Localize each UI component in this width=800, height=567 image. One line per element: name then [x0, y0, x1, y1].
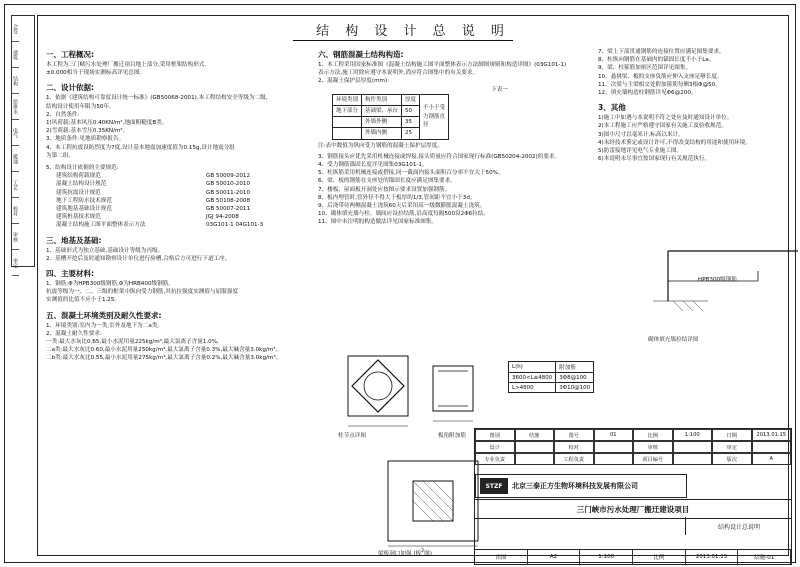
table-note: 下表一 [491, 86, 508, 93]
other-title: 3、其他 [598, 103, 626, 113]
section-5-title: 五、混凝土环境类别及耐久性要求: [46, 310, 162, 320]
section-2-line: 结构设计使用年限为50年。 [46, 103, 115, 110]
title-block-cell: A2 [528, 550, 581, 564]
code-row: 建筑桩基技术规范 JGJ 94-2008 [56, 214, 239, 221]
code-row: 建筑抗震设计规范 GB 50011-2010 [56, 189, 250, 196]
section-6-line: 表示方法,施工时除应遵守本说明外,尚应符合图集中的有关要求。 [318, 70, 479, 77]
other-rule: 4)未经技术鉴定或设计许可,不得改变结构的用途和使用环境。 [598, 139, 751, 146]
title-block-cell [594, 453, 634, 465]
binding-cell: 审核 [12, 224, 19, 250]
construction-rule: 10、砌体填充墙与柱、墙间应设拉结筋,沿高度每隔500设2Φ6拉结。 [318, 211, 489, 218]
right-rule: 11、次梁与主梁相交处附加箍筋每侧3根Φ@50。 [598, 81, 721, 88]
section-4-title: 四、主要材料: [46, 269, 94, 279]
sheet-title: 结 构 设 计 总 说 明 [316, 24, 510, 39]
right-rules [598, 48, 800, 97]
title-block-cell [673, 441, 713, 453]
section-5-line: 一类:最大水灰比0.65,最小水泥用量225kg/m³,最大氯离子含量1.0%, [46, 339, 219, 346]
construction-rule: 3、钢筋接头应优先采用机械连接或焊接,接头质量应符合国家现行标准(GB50204-2002)的要求。 [318, 153, 561, 160]
code-row: 地下工程防水技术规范 GB 50108-2008 [56, 197, 250, 204]
binding-cell: 给排水 [12, 94, 19, 120]
section-5-line: 二a类:最大水灰比0.60,最小水泥用量250kg/m³,最大氯离子含量0.3%,最大碱含量3.0kg/m³。 [46, 347, 282, 354]
title-block-cell: 专业负责 [475, 453, 515, 465]
section-6-title: 六、钢筋混凝土结构构造: [318, 50, 404, 59]
title-block-cell: 图号 [554, 429, 594, 441]
section-5-line: 二b类:最大水灰比0.55,最小水泥用量275kg/m³,最大氯离子含量0.2%,最大碱含量3.0kg/m³。 [46, 355, 282, 362]
title-block-cell [752, 441, 792, 453]
other-rule: 6)本说明未尽事宜按国家现行有关规范执行。 [598, 156, 711, 163]
title-block-cell: 日期 [712, 429, 752, 441]
code-row: 混凝土结构施工图平面整体表示方法 03G101-1 04G101-3 [56, 222, 264, 229]
codes-intro: 5、结构设计依据的主要规范: [46, 165, 119, 172]
section-2-line: 为第二组。 [46, 152, 74, 159]
construction-rule: 7、楼板、屋面板开洞处应按图示要求设置加强钢筋。 [318, 186, 451, 193]
title-block-cell: 比例 [633, 550, 686, 564]
cover-table: 环境类别 构件类别 厚度 不小于受力钢筋直径 地下部分 基础梁、承台 50 外墙外侧 35 外墙内侧 25 [332, 94, 449, 140]
section-3-body [46, 247, 311, 263]
title-block-cell: 工程负责 [554, 453, 594, 465]
binding-cell: 暖通 [12, 146, 19, 172]
construction-rule: 9、后浇带待两侧混凝土浇筑60天后采用高一级微膨胀混凝土浇筑。 [318, 203, 486, 210]
section-2-title: 二、设计依据: [46, 83, 94, 93]
construction-rules [318, 153, 568, 227]
section-4-body [46, 280, 311, 305]
right-rule: 7、梁上下部贯通钢筋的连接位置应满足图集要求。 [598, 49, 725, 55]
construction-rule: 4、受力钢筋锚固长度详见图集03G101-1。 [318, 162, 428, 169]
title-block-cell: 审定 [712, 441, 752, 453]
section-2-body [46, 94, 311, 160]
fig-bottom-caption: 梁板洞口加强 (板$^2$图) [378, 549, 432, 557]
title-block-cell: 出图 [475, 550, 528, 564]
table-footnote: 注:表中数值为纵向受力钢筋的混凝土保护层厚度。 [318, 142, 443, 149]
title-block-cell: 1:100 [673, 429, 713, 441]
other-rules [598, 114, 800, 163]
fig-right-caption: 板角附加筋 [438, 433, 466, 439]
right-column [598, 48, 800, 163]
rebar-table-row: 3600<L≤4800 3Φ8@100 [509, 373, 594, 383]
binding-cell: 校对 [12, 198, 19, 224]
section-3-title: 三、地基及基础: [46, 235, 102, 245]
binding-cell: 建筑 [12, 42, 19, 68]
title-block-cell [515, 441, 555, 453]
title-block-cell: 2013.01.15 [752, 429, 792, 441]
title-block-row-3 [475, 453, 791, 465]
section-5-line: 1、环境类别:室内为一类,室外及地下为二a类。 [46, 322, 163, 329]
section-2-line: 3、地质条件:见地质勘察报告。 [46, 136, 125, 143]
left-column [46, 44, 311, 363]
section-5-line: 2、混凝土耐久性要求: [46, 330, 102, 337]
right-rule: 8、柱纵向钢筋在基础内的锚固长度不小于La。 [598, 57, 715, 64]
title-block-cell: 设计 [475, 441, 515, 453]
code-row: 建筑地基基础设计规范 GB 50007-2011 [56, 206, 250, 213]
detail-caption: 砌体填充墙拉结详图 [648, 337, 699, 343]
section-6-line: 2、混凝土保护层厚度(mm): [318, 78, 390, 85]
codes-list [46, 172, 311, 229]
masonry-tie-detail [648, 241, 800, 351]
section-5-body [46, 322, 311, 363]
sheet-name: 结构设计总说明 [685, 517, 792, 535]
binding-cell: 工艺 [12, 172, 19, 198]
section-3-line: 1、基础形式为独立基础,基础设计等级为丙级。 [46, 247, 164, 254]
drawing-sheet [4, 4, 796, 563]
title-block-cell [594, 441, 634, 453]
title-block-row-1 [475, 429, 791, 441]
title-block-cell: 01 [594, 429, 634, 441]
section-3-line: 2、基槽开挖后及时通知勘察设计单位进行验槽,合格后方可进行下道工序。 [46, 255, 231, 262]
cover-table-row: 外墙内侧 25 [333, 128, 449, 139]
title-block-cell: 版次 [712, 453, 752, 465]
code-row: 建筑结构荷载规范 GB 50009-2012 [56, 173, 250, 180]
construction-rule: 5、柱纵筋采用机械连接或搭接,同一截面内接头面积百分率不宜大于50%。 [318, 170, 504, 177]
section-4-line: 实测值的比值不应小于1.25。 [46, 297, 120, 304]
title-block-cell: 图别 [475, 429, 515, 441]
binding-cell: 会签 [12, 16, 19, 42]
title-block-cell: 项目编号 [633, 453, 673, 465]
other-rule: 3)图中尺寸以毫米计,标高以米计。 [598, 131, 684, 138]
other-rule: 5)防雷接地详见电气专业施工图。 [598, 148, 683, 155]
title-block-cell: 结施-01 [738, 550, 791, 564]
title-block-cell: 结施 [515, 429, 555, 441]
section-2-line: 4、本工程抗震设防烈度为7度,设计基本地震加速度值为0.15g,设计地震分组 [46, 144, 235, 151]
detail-note: HPB300级钢筋 [698, 277, 737, 283]
title-block-cell: 1:100 [580, 550, 633, 564]
cover-table-row: 地下部分 基础梁、承台 50 [333, 106, 449, 117]
construction-rule: 6、梁、板的钢筋在支座处的锚固长度应满足图集要求。 [318, 178, 456, 185]
section-2-line: 1、依据《建筑结构可靠度设计统一标准》(GB50068-2001),本工程结构安全等级为二级, [46, 95, 268, 102]
section-4-line: 1、钢筋:Φ为HPB300级钢筋,Φ为HRB400级钢筋。 [46, 281, 174, 288]
other-rule: 1)施工中如遇与本说明不符之处应及时通知设计单位。 [598, 115, 733, 122]
cover-table-row: 外墙外侧 35 [333, 117, 449, 128]
title-block-cell: 比例 [633, 429, 673, 441]
section-6-line: 1、本工程采用国家标准图《混凝土结构施工图平面整体表示方法制图规则和构造详图》(03G101-1) [318, 62, 567, 68]
rebar-table: L(h) 附加筋 3600<L≤4800 3Φ8@100 L>4800 3Φ10@100 [508, 361, 594, 393]
other-rule: 2)本工程施工应严格遵守国家有关施工及验收规范。 [598, 123, 727, 130]
project-name: 三门峡市污水处理厂搬迁建设项目 [475, 499, 791, 519]
fig-left-caption: 柱节点详图 [338, 433, 366, 439]
section-2-line: 2、自然条件: [46, 111, 80, 118]
binding-cell: 审定 [12, 250, 19, 276]
title-block-row-2 [475, 441, 791, 453]
title-block [474, 428, 792, 565]
section-1-body [46, 61, 311, 77]
title-block-cell: 2013.01.15 [686, 550, 739, 564]
title-underline [293, 40, 513, 41]
construction-rule: 11、图中未注明的构造做法详见国家标准图集。 [318, 219, 437, 226]
binding-strip [11, 15, 35, 267]
drawing-frame [37, 15, 789, 561]
middle-column [318, 44, 568, 227]
title-block-cell: 审核 [633, 441, 673, 453]
opening-detail [378, 456, 488, 556]
rebar-table-row: L>4800 3Φ10@100 [509, 383, 594, 393]
company-label: 北京三泰正方生物环境科技发展有限公司 [512, 482, 638, 490]
section-4-line: 抗震等级为一、二、三级的框架中纵向受力钢筋,其抗拉强度实测值与屈服强度 [46, 289, 238, 296]
title-block-cell [515, 453, 555, 465]
section-2-line: 2)雪荷载:基本雪压0.35KN/m²。 [46, 128, 129, 135]
title-block-cell: A [752, 453, 792, 465]
section-1-line: ±0.000相当于现场实测标高详见总图。 [46, 70, 146, 77]
binding-cell: 结构 [12, 68, 19, 94]
section-2-line: 1)风荷载:基本风压0.40KN/m²,地面粗糙度B类。 [46, 120, 168, 127]
title-block-bottom [475, 549, 791, 564]
section-1-line: 本工程为三门峡污水处理厂搬迁项目地上部分,采用框架结构形式。 [46, 62, 210, 68]
construction-rule: 8、板内埋管时,管外径不得大于板厚的1/3,管间距不宜小于3d。 [318, 194, 476, 201]
company-name [475, 474, 687, 498]
title-block-cell: 校对 [554, 441, 594, 453]
company-logo-icon: STZF [480, 478, 508, 494]
right-rule: 10、悬挑梁、板的支座负筋应伸入支座足够长度。 [598, 73, 723, 80]
right-rule: 9、梁、柱箍筋加密区范围详见图集。 [598, 65, 692, 72]
column-detail-figures [338, 346, 508, 441]
code-row: 混凝土结构设计规范 GB 50010-2010 [56, 181, 250, 188]
section-1-title: 一、工程概况: [46, 50, 94, 59]
right-rule: 12、填充墙构造柱钢筋详见Φ6@200。 [598, 90, 697, 97]
section-6-body [318, 61, 568, 86]
title-block-cell [673, 453, 713, 465]
binding-cell: 电气 [12, 120, 19, 146]
